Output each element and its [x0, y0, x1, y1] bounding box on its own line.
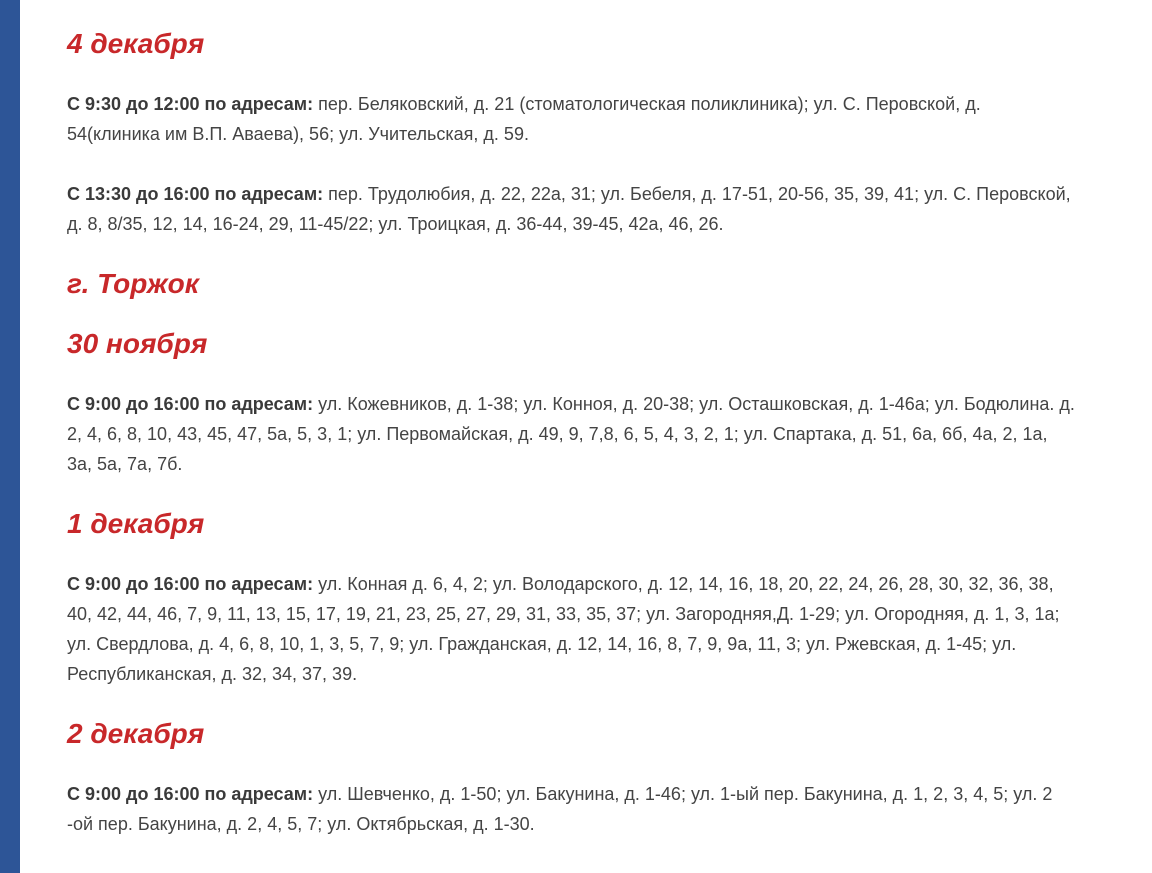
time-range-label: С 9:00 до 16:00 по адресам:: [67, 784, 314, 804]
date-heading-dec-2: 2 декабря: [67, 718, 205, 749]
schedule-paragraph: [67, 569, 1077, 689]
time-range-label: С 13:30 до 16:00 по адресам:: [67, 184, 324, 204]
address-list: ул. Конная д. 6, 4, 2; ул. Володарского, д. 12, 14, 16, 18, 20, 22, 24, 26, 28, 30, 32, 36, 38, 40, 42, 44, 46, 7, 9, 11, 13, 15, 17, 19, 21, 23, 25, 27, 29, 31, 33, 35, 37; ул. Загородняя,Д. 1-29; ул. Огородняя, д. 1, 3, 1а; ул. Свердлова, д. 4, 6, 8, 10, 1, 3, 5, 7, 9; ул. Гражданская, д. 12, 14, 16, 8, 7, 9, 9а, 11, 3; ул. Ржевская, д. 1-45; ул. Республиканская, д. 32, 34, 37, 39.: [67, 574, 1060, 684]
address-list: ул. Кожевников, д. 1-38; ул. Конноя, д. 20-38; ул. Осташковская, д. 1-46а; ул. Бодюлина. д. 2, 4, 6, 8, 10, 43, 45, 47, 5а, 5, 3, 1; ул. Первомайская, д. 49, 9, 7,8, 6, 5, 4, 3, 2, 1; ул. Спартака, д. 51, 6а, 6б, 4а, 2, 1а, 3а, 5а, 7а, 7б.: [67, 394, 1075, 474]
address-list: пер. Беляковский, д. 21 (стоматологическая поликлиника); ул. С. Перовской, д. 54(клиника им В.П. Аваева), 56; ул. Учительская, д. 59.: [67, 94, 981, 144]
date-heading-dec-4: 4 декабря: [67, 28, 205, 59]
date-heading-dec-1: 1 декабря: [67, 508, 205, 539]
address-list: ул. Шевченко, д. 1-50; ул. Бакунина, д. 1-46; ул. 1-ый пер. Бакунина, д. 1, 2, 3, 4, 5; ул. 2 -ой пер. Бакунина, д. 2, 4, 5, 7; ул. Октябрьская, д. 1-30.: [67, 784, 1053, 834]
time-range-label: С 9:30 до 12:00 по адресам:: [67, 94, 314, 114]
left-accent-bar: [0, 0, 20, 873]
schedule-paragraph: [67, 389, 1077, 479]
time-range-label: С 9:00 до 16:00 по адресам:: [67, 574, 314, 594]
schedule-paragraph: [67, 779, 1077, 839]
schedule-paragraph: [67, 89, 1077, 149]
schedule-paragraph: [67, 179, 1077, 239]
date-heading-nov-30: 30 ноября: [67, 328, 208, 359]
address-list: пер. Трудолюбия, д. 22, 22а, 31; ул. Бебеля, д. 17-51, 20-56, 35, 39, 41; ул. С. Перовской, д. 8, 8/35, 12, 14, 16-24, 29, 11-45/22; ул. Троицкая, д. 36-44, 39-45, 42а, 46, 26.: [67, 184, 1071, 234]
time-range-label: С 9:00 до 16:00 по адресам:: [67, 394, 314, 414]
city-heading-torzhok: г. Торжок: [67, 268, 199, 299]
